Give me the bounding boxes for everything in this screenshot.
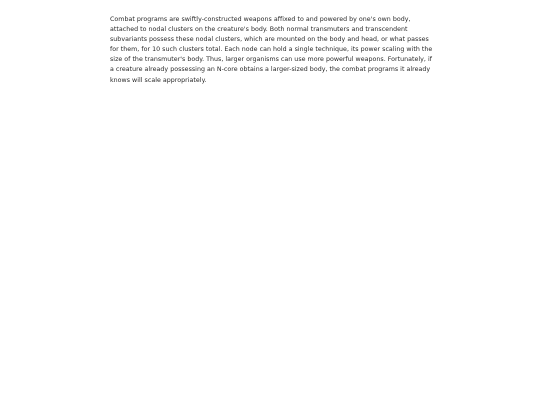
text-block (110, 15, 434, 86)
body-paragraph: Combat programs are swiftly-constructed weapons affixed to and powered by one's own body, attached to nodal clusters on the creature's body. Both normal transmuters and transcendent subvariants possess these nodal clusters, which are mounted on the body and head, or what passes for them, for 10 such clusters total. Each node can hold a single technique, its power scaling with the size of the transmuter's body. Thus, larger organisms can use more powerful weapons. Fortunately, if a creature already possessing an N-core obtains a larger-sized body, the combat programs it already knows will scale appropriately. (110, 16, 433, 84)
